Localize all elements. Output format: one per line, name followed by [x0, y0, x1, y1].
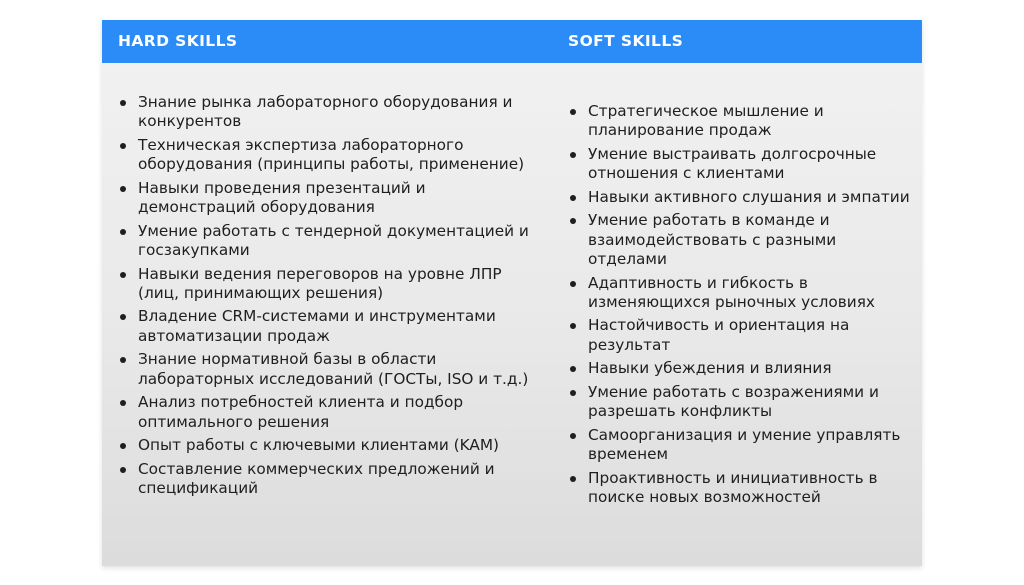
bullet-icon [120, 443, 126, 449]
soft-skill-text: Настойчивость и ориентация на результат [588, 316, 850, 354]
bullet-icon [570, 195, 576, 201]
soft-skill-text: Умение выстраивать долгосрочные отношения с клиентами [588, 144, 877, 183]
table-header [102, 20, 922, 63]
soft-skill-text: Адаптивность и гибкость в изменяющихся рыночных условиях [588, 273, 875, 311]
bullet-icon [570, 281, 576, 287]
soft-skill-text: Стратегическое мышление и планирование продаж [588, 102, 824, 140]
bullet-icon [120, 272, 126, 278]
bullet-icon [570, 476, 576, 482]
list-item [568, 469, 913, 508]
list-item [568, 211, 913, 269]
hard-skill-text: Составление коммерческих предложений и спецификаций [138, 459, 495, 498]
soft-skill-text: Умение работать в команде и взаимодействовать с разными отделами [588, 211, 837, 268]
list-item [118, 265, 538, 304]
bullet-icon [120, 143, 126, 149]
soft-skill-text: Навыки убеждения и влияния [588, 359, 832, 378]
bullet-icon [570, 323, 576, 329]
hard-skill-text: Навыки ведения переговоров на уровне ЛПР (лиц, принимающих решения) [138, 264, 502, 302]
hard-skill-text: Техническая экспертиза лабораторного оборудования (принципы работы, применение) [138, 135, 525, 174]
soft-skill-text: Самоорганизация и умение управлять временем [588, 425, 901, 464]
list-item [118, 136, 538, 175]
bullet-icon [570, 366, 576, 372]
list-item [568, 359, 913, 378]
list-item [118, 350, 538, 389]
soft-skills-list [568, 102, 913, 512]
list-item [568, 426, 913, 465]
bullet-icon [570, 109, 576, 115]
list-item [118, 307, 538, 346]
list-item [118, 179, 538, 218]
list-item [118, 436, 538, 455]
list-item [118, 460, 538, 499]
soft-skill-text: Проактивность и инициативность в поиске новых возможностей [588, 468, 878, 507]
bullet-icon [120, 467, 126, 473]
list-item [568, 145, 913, 184]
bullet-icon [570, 152, 576, 158]
list-item [568, 316, 913, 355]
bullet-icon [120, 100, 126, 106]
bullet-icon [120, 229, 126, 235]
hard-skill-text: Владение CRM-системами и инструментами автоматизации продаж [138, 307, 496, 345]
hard-skill-text: Знание нормативной базы в области лабораторных исследований (ГОСТы, ISO и т.д.) [138, 350, 529, 388]
hard-skill-text: Анализ потребностей клиента и подбор оптимального решения [138, 393, 464, 431]
list-item [568, 383, 913, 422]
bullet-icon [570, 390, 576, 396]
soft-skills-title: SOFT SKILLS [568, 32, 684, 50]
hard-skills-title: HARD SKILLS [118, 32, 238, 50]
hard-skill-text: Знание рынка лабораторного оборудования и конкурентов [138, 93, 513, 131]
hard-skill-text: Опыт работы с ключевыми клиентами (KAM) [138, 436, 500, 455]
hard-skill-text: Умение работать с тендерной документацией и госзакупками [138, 221, 529, 259]
soft-skill-text: Навыки активного слушания и эмпатии [588, 187, 910, 206]
list-item [118, 393, 538, 432]
bullet-icon [120, 186, 126, 192]
hard-skill-text: Навыки проведения презентаций и демонстраций оборудования [138, 178, 426, 217]
skills-table [102, 20, 922, 566]
bullet-icon [570, 218, 576, 224]
bullet-icon [120, 314, 126, 320]
bullet-icon [120, 357, 126, 363]
list-item [568, 102, 913, 141]
list-item [568, 188, 913, 207]
list-item [118, 93, 538, 132]
bullet-icon [570, 433, 576, 439]
bullet-icon [120, 400, 126, 406]
hard-skills-list [118, 93, 538, 503]
list-item [118, 222, 538, 261]
soft-skill-text: Умение работать с возражениями и разрешать конфликты [588, 382, 879, 421]
list-item [568, 274, 913, 313]
